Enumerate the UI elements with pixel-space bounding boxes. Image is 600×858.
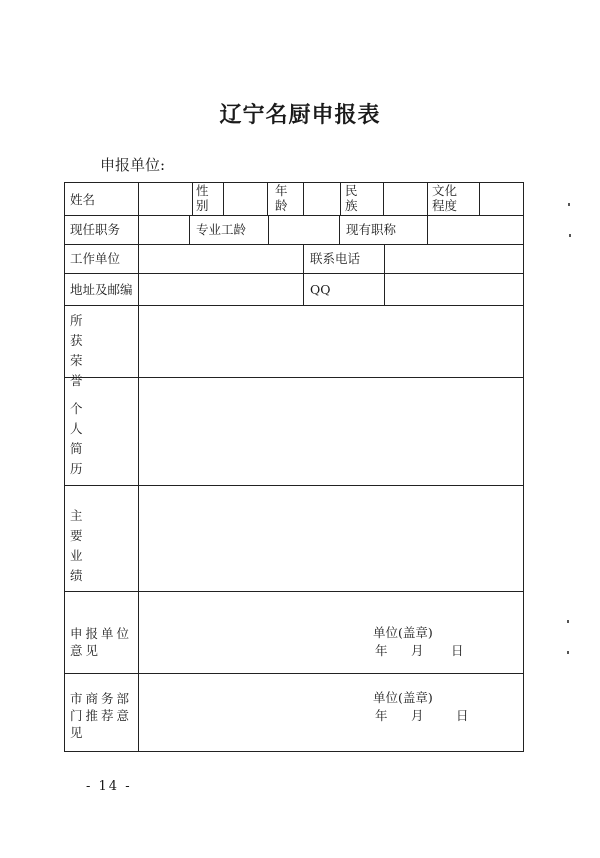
education-label: 文化程度 — [432, 183, 458, 213]
row-divider — [65, 215, 523, 216]
honors-label: 所获荣誉 — [70, 313, 83, 388]
row-divider — [65, 673, 523, 674]
cell-divider — [427, 183, 428, 215]
achievements-label: 主要业绩 — [70, 508, 83, 583]
qq-label: QQ — [310, 282, 331, 297]
professional-years-label: 专业工龄 — [196, 222, 247, 237]
cell-divider — [427, 215, 428, 244]
row-divider — [65, 377, 523, 378]
cell-divider — [479, 183, 480, 215]
application-form — [64, 182, 524, 752]
unit-date-year: 年 — [375, 643, 388, 658]
row-divider — [65, 244, 523, 245]
name-label: 姓名 — [70, 192, 96, 207]
resume-label: 个人简历 — [70, 401, 83, 476]
cell-divider — [383, 183, 384, 215]
commerce-date-month: 月 — [411, 708, 424, 723]
row-divider — [65, 591, 523, 592]
applicant-unit-label: 申报单位: — [100, 156, 166, 174]
work-unit-label: 工作单位 — [70, 251, 121, 266]
form-title: 辽宁名厨申报表 — [219, 103, 381, 128]
commerce-seal-label: 单位(盖章) — [373, 690, 433, 705]
cell-divider — [268, 215, 269, 244]
scan-mark — [568, 203, 570, 206]
cell-divider — [303, 244, 304, 305]
scan-mark — [567, 620, 569, 623]
unit-seal-label: 单位(盖章) — [373, 625, 433, 640]
cell-divider — [340, 183, 341, 215]
cell-divider — [303, 183, 304, 215]
row-divider — [65, 305, 523, 306]
cell-divider — [384, 244, 385, 305]
scan-mark — [569, 234, 571, 237]
cell-divider — [267, 183, 268, 215]
commerce-opinion-label: 市商务部门推荐意见 — [70, 691, 133, 740]
phone-label: 联系电话 — [310, 251, 361, 266]
row-divider — [65, 485, 523, 486]
commerce-date-year: 年 — [375, 708, 388, 723]
cell-divider — [339, 215, 340, 244]
unit-date-day: 日 — [451, 643, 464, 658]
scan-mark — [567, 651, 569, 654]
gender-label: 性别 — [196, 183, 209, 213]
ethnicity-label: 民族 — [345, 183, 358, 213]
label-column-divider — [138, 183, 139, 751]
row-divider — [65, 273, 523, 274]
current-position-label: 现任职务 — [70, 222, 121, 237]
current-title-label: 现有职称 — [346, 222, 397, 237]
unit-opinion-label: 申报单位意见 — [70, 626, 133, 658]
cell-divider — [223, 183, 224, 215]
cell-divider — [189, 215, 190, 244]
page-number: - 14 - — [86, 779, 132, 794]
commerce-date-day: 日 — [456, 708, 469, 723]
unit-date-month: 月 — [411, 643, 424, 658]
address-label: 地址及邮编 — [70, 282, 133, 297]
age-label: 年龄 — [275, 183, 288, 213]
cell-divider — [192, 183, 193, 215]
